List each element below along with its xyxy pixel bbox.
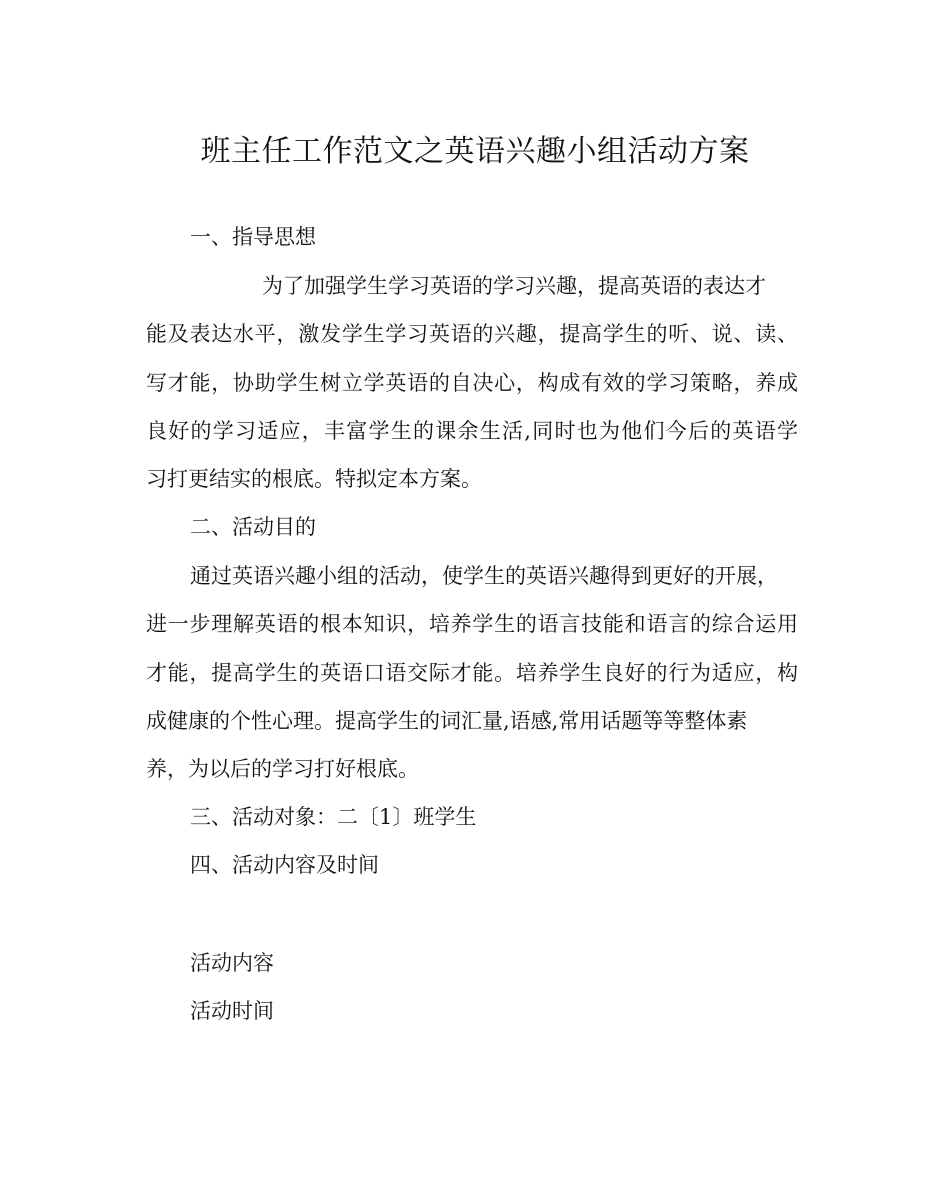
- paragraph-line: 养，为以后的学习打好根底。: [146, 757, 419, 781]
- document-title: 班主任工作范文之英语兴趣小组活动方案: [200, 134, 750, 169]
- paragraph-line: 良好的学习适应，丰富学生的课余生活,同时也为他们今后的英语学: [146, 419, 798, 443]
- paragraph-line: 习打更结实的根底。特拟定本方案。: [146, 467, 482, 491]
- table-label-content: 活动内容: [190, 951, 274, 975]
- paragraph-line: 才能，提高学生的英语口语交际才能。培养学生良好的行为适应，构: [146, 661, 798, 685]
- table-label-time: 活动时间: [190, 999, 274, 1023]
- section-heading-guiding-idea: 一、指导思想: [190, 225, 316, 249]
- section-heading-purpose: 二、活动目的: [190, 515, 316, 539]
- section-heading-target: 三、活动对象：二〔1〕班学生: [190, 805, 477, 829]
- paragraph-line: 能及表达水平，激发学生学习英语的兴趣，提高学生的听、说、读、: [146, 322, 798, 346]
- paragraph-line: 为了加强学生学习英语的学习兴趣，提高英语的表达才: [262, 274, 766, 298]
- paragraph-line: 进一步理解英语的根本知识，培养学生的语言技能和语言的综合运用: [146, 612, 798, 636]
- paragraph-line: 通过英语兴趣小组的活动，使学生的英语兴趣得到更好的开展，: [190, 564, 778, 588]
- paragraph-line: 成健康的个性心理。提高学生的词汇量,语感,常用话题等等整体素: [146, 709, 748, 733]
- paragraph-line: 写才能，协助学生树立学英语的自决心，构成有效的学习策略，养成: [146, 371, 798, 395]
- section-heading-content-time: 四、活动内容及时间: [190, 853, 379, 877]
